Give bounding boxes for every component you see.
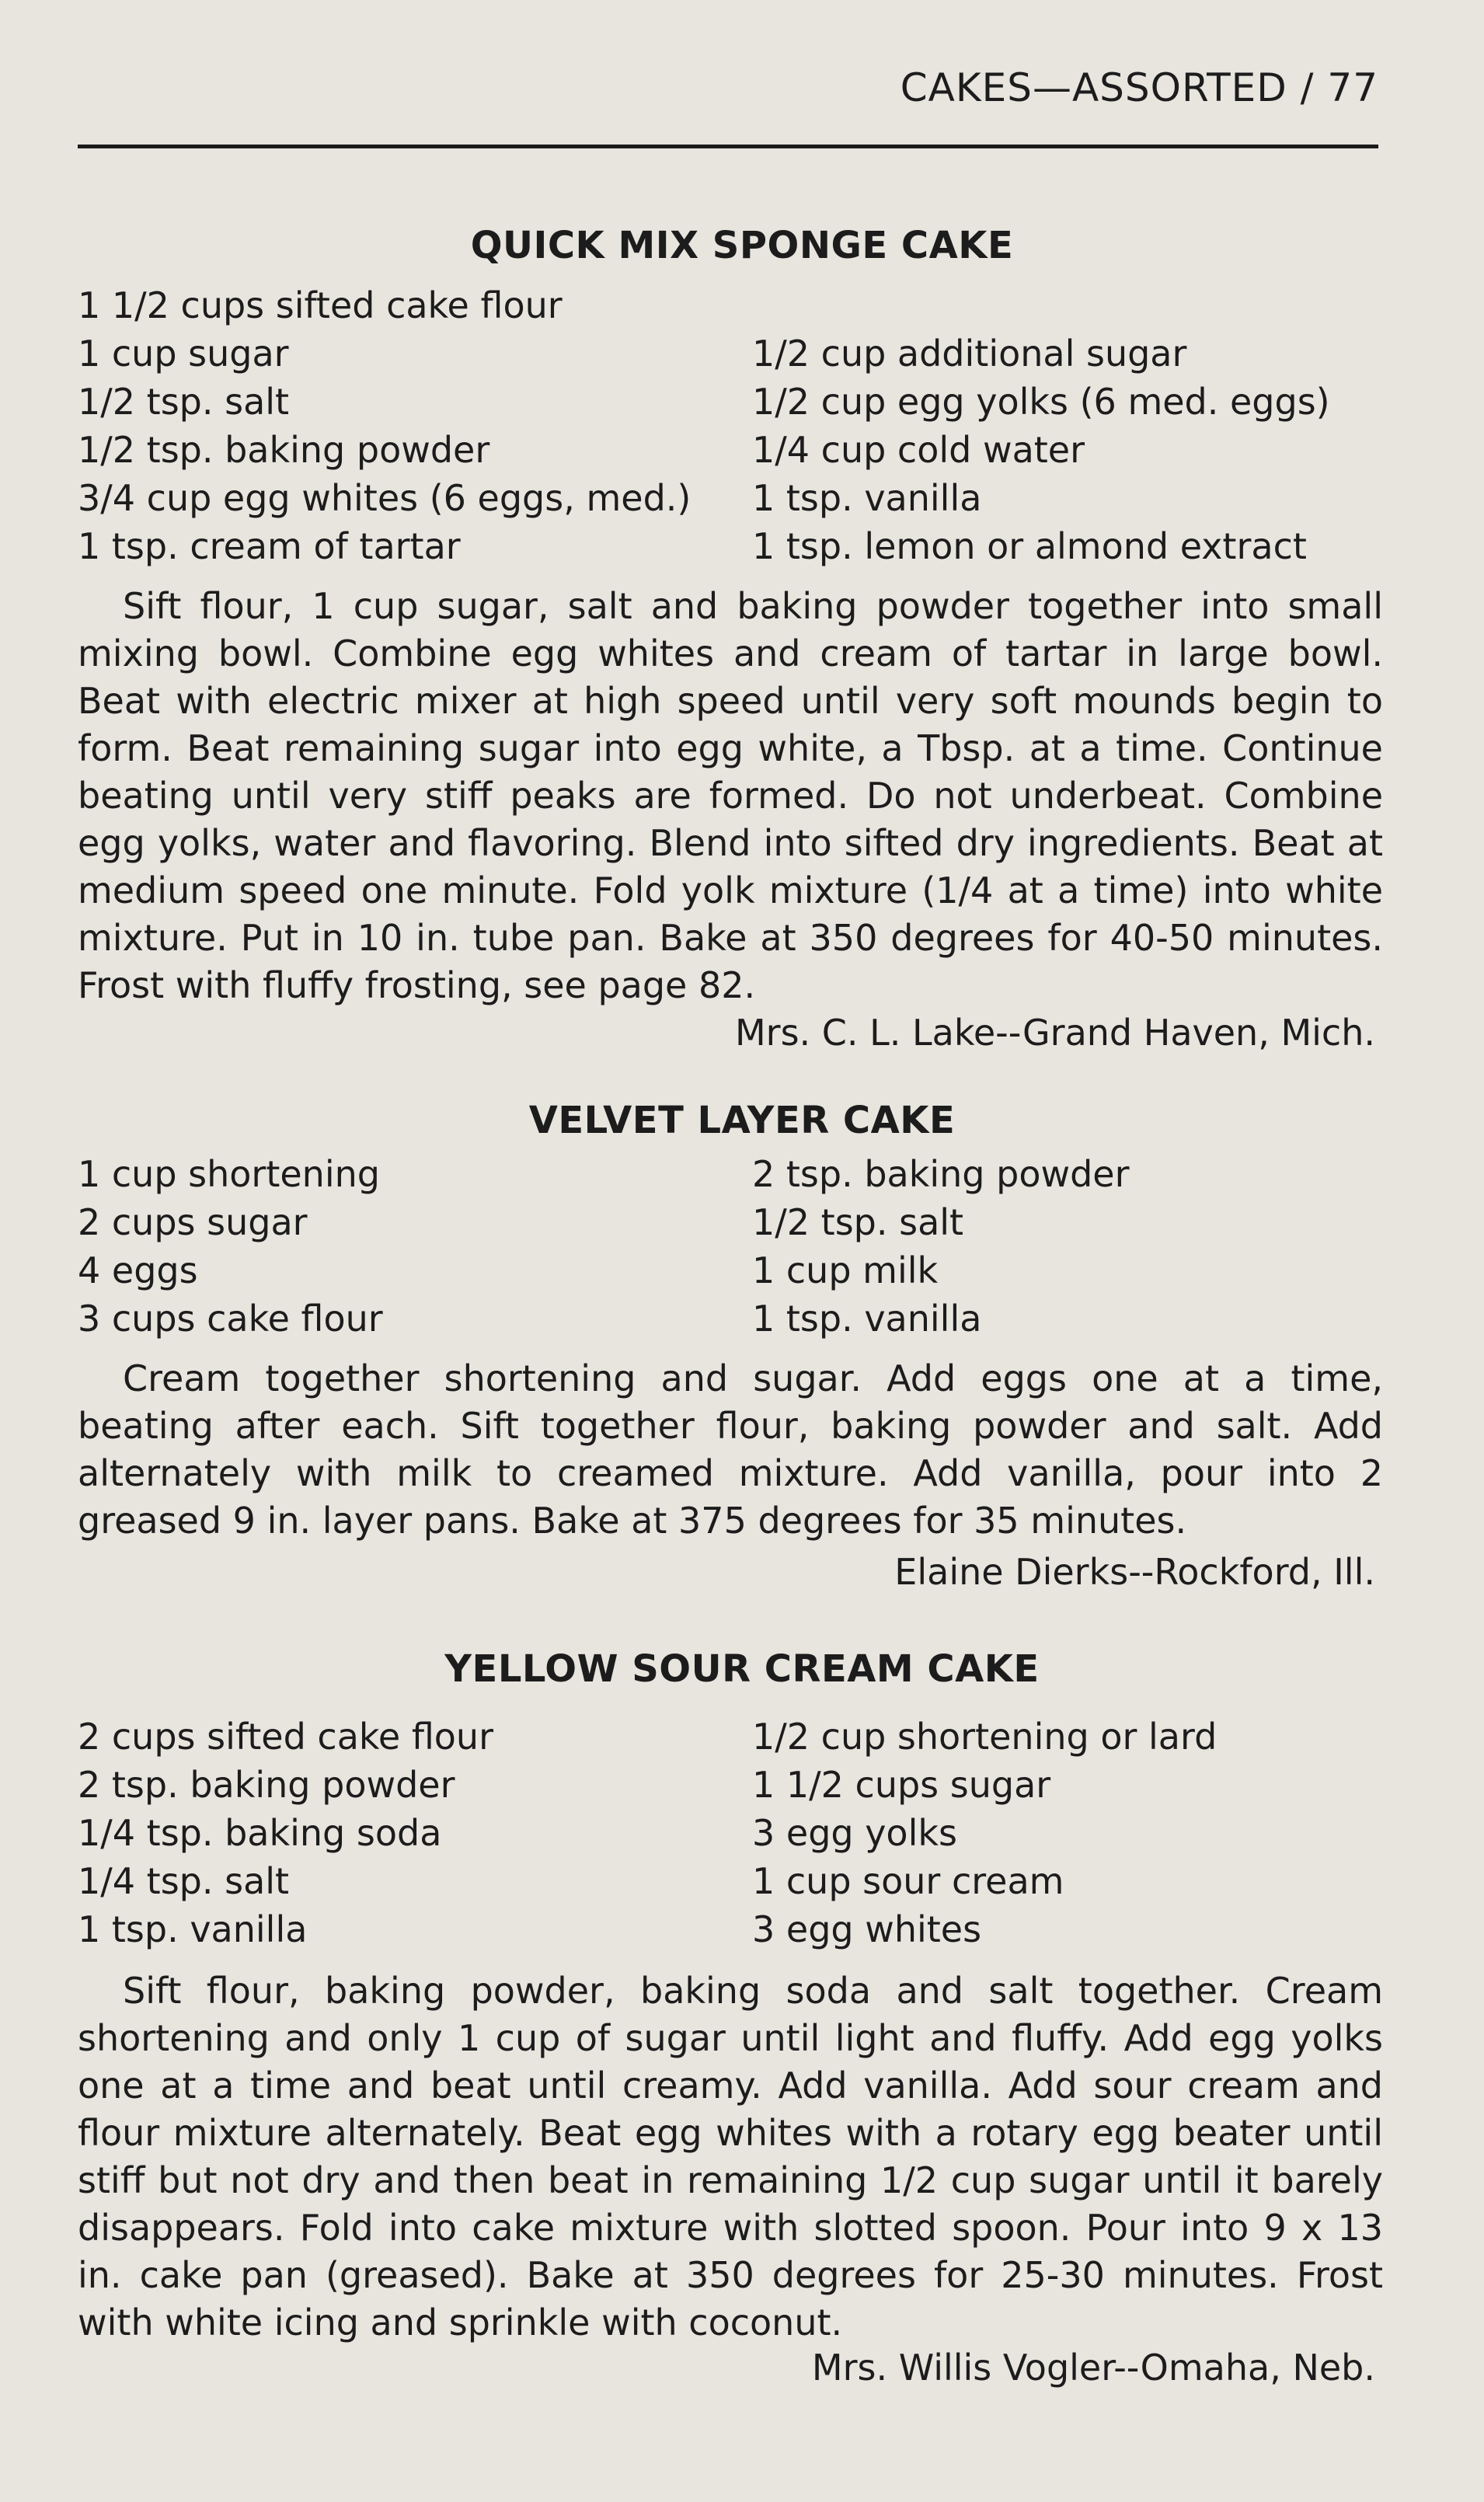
ingredient-list-right (752, 329, 1330, 570)
running-head: CAKES—ASSORTED / 77 (900, 65, 1378, 110)
ingredient: 1/2 cup additional sugar (752, 333, 1187, 375)
ingredient: 1 1/2 cups sugar (752, 1764, 1051, 1806)
ingredient: 1 tsp. vanilla (752, 477, 982, 519)
recipe-directions: Sift flour, baking powder, baking soda and salt together. Cream shortening and only 1 cup of sugar until light and fluffy. Add egg yolks one at a time and beat until creamy. Add vanilla. Add sour cream and flour mixture alternately. Beat egg whites with a rotary egg beater until stiff but not dry and then beat in remaining 1/2 cup sugar until it barely disappears. Fold into cake mixture with slotted spoon. Pour into 9 x 13 in. cake pan (greased). Bake at 350 degrees for 25-30 minutes. Frost with white icing and sprinkle with coconut. (78, 1970, 1383, 2343)
recipe-attribution: Elaine Dierks--Rockford, Ill. (894, 1551, 1375, 1593)
ingredient: 1 tsp. vanilla (78, 1908, 308, 1950)
ingredient: 1 cup sugar (78, 333, 289, 375)
ingredient: 1/2 tsp. salt (78, 381, 290, 423)
ingredient: 1/2 tsp. baking powder (78, 429, 490, 471)
ingredient: 2 cups sifted cake flour (78, 1716, 493, 1758)
ingredient: 1/2 tsp. salt (752, 1201, 964, 1243)
ingredient: 1/4 tsp. salt (78, 1860, 290, 1902)
ingredient: 1 tsp. vanilla (752, 1298, 982, 1340)
ingredient: 3 egg yolks (752, 1812, 957, 1854)
ingredient: 1 cup sour cream (752, 1860, 1064, 1902)
ingredient-list-right (752, 1713, 1217, 1953)
ingredient: 2 tsp. baking powder (752, 1153, 1130, 1195)
recipe-directions: Cream together shortening and sugar. Add eggs one at a time, beating after each. Sift together flour, baking powder and salt. Add alternately with milk to creamed mixture. Add vanilla, pour into 2 greased 9 in. layer pans. Bake at 375 degrees for 35 minutes. (78, 1357, 1383, 1542)
ingredient: 1 tsp. lemon or almond extract (752, 525, 1307, 567)
ingredient: 1/4 cup cold water (752, 429, 1085, 471)
ingredient: 1 1/2 cups sifted cake flour (78, 284, 563, 326)
ingredient: 4 eggs (78, 1249, 198, 1291)
recipe-attribution: Mrs. C. L. Lake--Grand Haven, Mich. (734, 1012, 1375, 1054)
ingredient: 1 cup shortening (78, 1153, 380, 1195)
ingredient-list-left (78, 281, 691, 570)
ingredient: 1 tsp. cream of tartar (78, 525, 461, 567)
ingredient: 1/2 cup shortening or lard (752, 1716, 1218, 1758)
ingredient: 3/4 cup egg whites (6 eggs, med.) (78, 477, 691, 519)
recipe-attribution: Mrs. Willis Vogler--Omaha, Neb. (811, 2347, 1375, 2389)
recipe-title: YELLOW SOUR CREAM CAKE (444, 1647, 1040, 1691)
ingredient: 2 cups sugar (78, 1201, 308, 1243)
ingredient: 1/2 cup egg yolks (6 med. eggs) (752, 381, 1330, 423)
ingredient-list-left (78, 1713, 493, 1953)
ingredient: 1 cup milk (752, 1249, 939, 1291)
recipe-title: QUICK MIX SPONGE CAKE (470, 224, 1014, 267)
recipe-title: VELVET LAYER CAKE (528, 1099, 956, 1142)
recipe-directions: Sift flour, 1 cup sugar, salt and baking powder together into small mixing bowl. Combine egg whites and cream of tartar in large bowl. Beat with electric mixer at high speed until very soft mounds begin to form. Beat remaining sugar into egg white, a Tbsp. at a time. Continue beating until very stiff peaks are formed. Do not underbeat. Combine egg yolks, water and flavoring. Blend into sifted dry ingredients. Beat at medium speed one minute. Fold yolk mixture (1/4 at a time) into white mixture. Put in 10 in. tube pan. Bake at 350 degrees for 40-50 minutes. Frost with fluffy frosting, see page 82. (78, 585, 1383, 1006)
header-rule (78, 145, 1378, 148)
ingredient: 3 cups cake flour (78, 1298, 383, 1340)
ingredient: 1/4 tsp. baking soda (78, 1812, 442, 1854)
ingredient: 3 egg whites (752, 1908, 982, 1950)
ingredient-list-right (752, 1150, 1130, 1343)
ingredient-list-left (78, 1150, 383, 1343)
ingredient: 2 tsp. baking powder (78, 1764, 455, 1806)
